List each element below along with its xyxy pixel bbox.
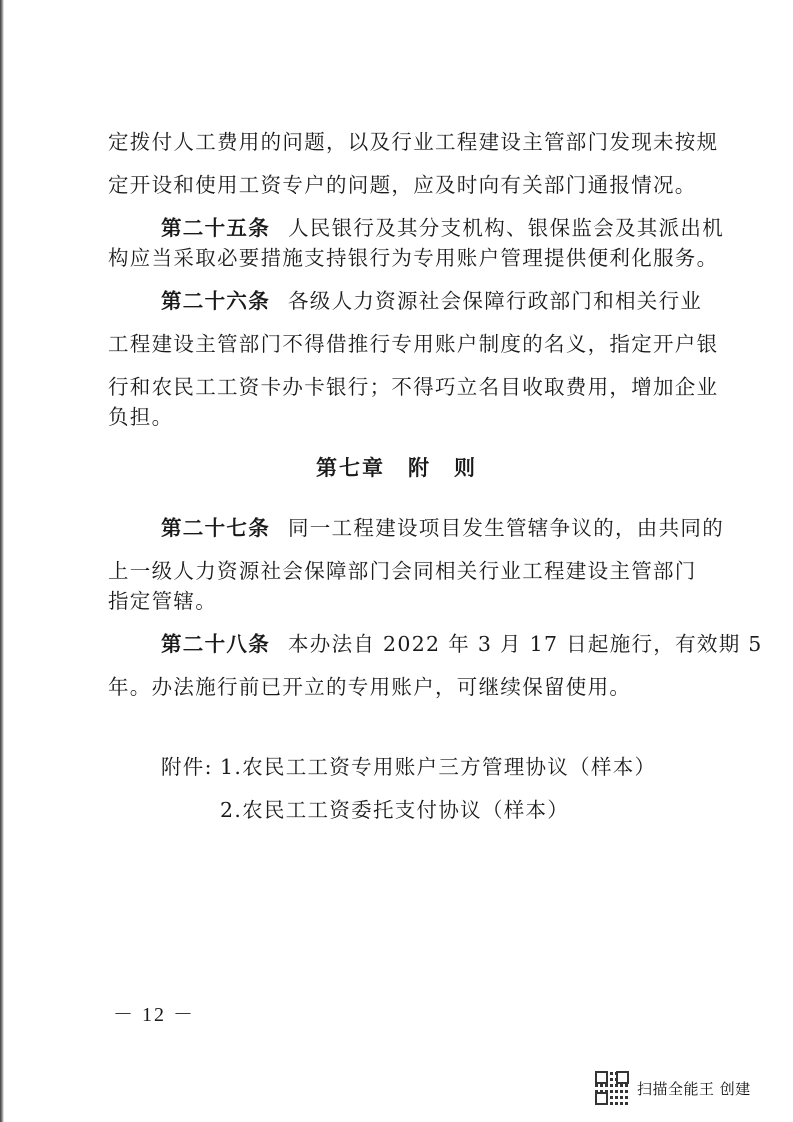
page-edge-shadow bbox=[0, 0, 4, 1122]
article-26-text: 各级人力资源社会保障行政部门和相关行业 bbox=[288, 289, 703, 313]
article-27-label: 第二十七条 bbox=[161, 516, 270, 540]
page-number: － 12 － bbox=[113, 1004, 195, 1026]
text-line: 指定管辖。 bbox=[108, 589, 217, 613]
article-28-label: 第二十八条 bbox=[161, 632, 270, 656]
article-25 bbox=[161, 213, 724, 243]
attachment-item: 1.农民工工资专用账户三方管理协议（样本） bbox=[220, 755, 657, 779]
attachment-item: 2.农民工工资委托支付协议（样本） bbox=[220, 798, 570, 822]
text-line: 定拨付人工费用的问题，以及行业工程建设主管部门发现未按规 bbox=[108, 130, 719, 154]
article-28 bbox=[161, 629, 763, 659]
article-28-text: 本办法自 2022 年 3 月 17 日起施行，有效期 5 bbox=[288, 632, 763, 656]
article-25-label: 第二十五条 bbox=[161, 216, 270, 240]
watermark-text: 扫描全能王 创建 bbox=[637, 1079, 751, 1098]
scanner-watermark bbox=[595, 1068, 775, 1108]
article-26-label: 第二十六条 bbox=[161, 289, 270, 313]
article-25-text: 人民银行及其分支机构、银保监会及其派出机 bbox=[288, 216, 724, 240]
text-line: 定开设和使用工资专户的问题，应及时向有关部门通报情况。 bbox=[108, 173, 697, 197]
article-26 bbox=[161, 286, 702, 316]
text-line: 负担。 bbox=[108, 405, 174, 429]
article-27 bbox=[161, 513, 724, 543]
attachments-label: 附件: bbox=[161, 755, 213, 779]
qr-code-icon bbox=[595, 1071, 629, 1105]
text-line: 构应当采取必要措施支持银行为专用账户管理提供便利化服务。 bbox=[108, 246, 719, 270]
text-line: 年。办法施行前已开立的专用账户，可继续保留使用。 bbox=[108, 675, 632, 699]
text-line: 上一级人力资源社会保障部门会同相关行业工程建设主管部门 bbox=[108, 559, 697, 583]
text-line: 工程建设主管部门不得借推行专用账户制度的名义，指定开户银 bbox=[108, 332, 719, 356]
chapter-title: 第七章 附 则 bbox=[316, 455, 477, 480]
article-27-text: 同一工程建设项目发生管辖争议的，由共同的 bbox=[288, 516, 724, 540]
text-line: 行和农民工工资卡办卡银行；不得巧立名目收取费用，增加企业 bbox=[108, 375, 719, 399]
